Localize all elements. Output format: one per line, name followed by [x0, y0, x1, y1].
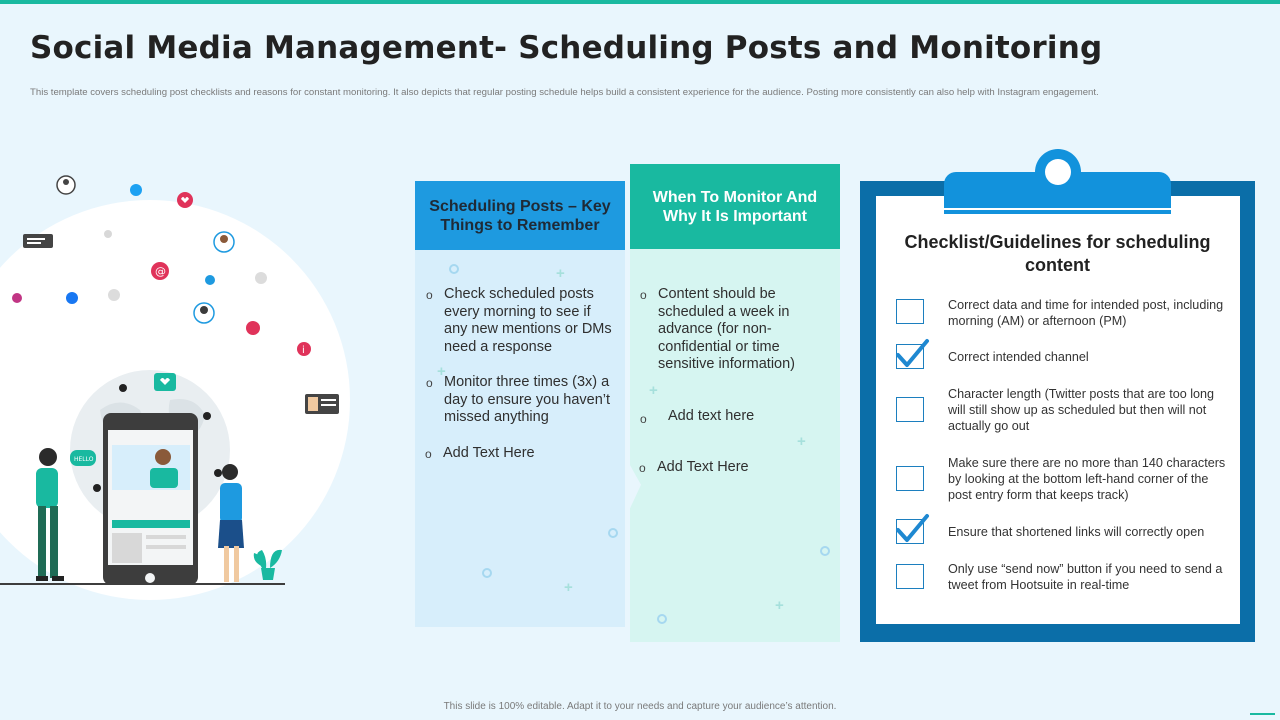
slide-subtitle: This template covers scheduling post checklists and reasons for constant monitoring. It also depicts that regular posting schedule helps build a consistent experience for the audience. Posting more consistently can also help with Instagram engagement.	[30, 87, 1099, 98]
user-placeholder-icon	[108, 289, 120, 301]
social-media-illustration	[0, 140, 360, 680]
decor-ring	[657, 614, 667, 624]
monitor-column	[630, 164, 840, 642]
heart-icon	[246, 321, 260, 335]
facebook-icon	[66, 292, 78, 304]
checkmark-icon	[894, 513, 932, 547]
decor-plus: +	[556, 265, 565, 282]
checklist-item-5: Ensure that shortened links will correctly open	[948, 525, 1205, 539]
svg-text:i: i	[302, 345, 305, 356]
top-accent-stripe	[0, 0, 1280, 4]
checklist-item-1: Correct data and time for intended post, including morning (AM) or afternoon (PM)	[948, 298, 1224, 328]
checklist-item-6: Only use “send now” button if you need to send a tweet from Hootsuite in real-time	[948, 562, 1223, 592]
location-pin-icon	[119, 384, 127, 392]
checklist-checkbox-6[interactable]	[896, 564, 924, 589]
checklist-checkbox-4[interactable]	[896, 466, 924, 491]
bottom-accent-tick	[1250, 713, 1275, 715]
bullet-icon: o	[640, 412, 647, 426]
decor-plus: +	[649, 382, 658, 399]
decor-plus: +	[797, 433, 806, 450]
user-placeholder-icon	[104, 230, 112, 238]
scheduling-posts-heading: Scheduling Posts – Key Things to Remember	[415, 181, 625, 250]
checklist-checkbox-3[interactable]	[896, 397, 924, 422]
location-pin-icon	[93, 484, 101, 492]
monitor-bullet-3: o Add Text Here	[657, 459, 827, 477]
bullet-icon: o	[425, 447, 432, 461]
clipboard-hole	[1045, 159, 1071, 185]
chat-message-icon	[23, 234, 53, 248]
hello-speech-bubble	[70, 450, 96, 466]
checklist-checkbox-1[interactable]	[896, 299, 924, 324]
monitor-bullet-1: o Content should be scheduled a week in advance (for non-confidential or time sensitive information)	[640, 286, 795, 373]
decor-ring	[820, 546, 830, 556]
checklist-item-3: Character length (Twitter posts that are too long will still show up as scheduled but then will not actually go out	[948, 387, 1215, 433]
svg-text:@: @	[155, 265, 166, 278]
bullet-icon: o	[426, 288, 433, 302]
checklist-item-2: Correct intended channel	[948, 350, 1089, 364]
decor-plus: +	[775, 597, 784, 614]
footer-note: This slide is 100% editable. Adapt it to your needs and capture your audience’s attention.	[443, 701, 837, 712]
checklist-item-4: Make sure there are no more than 140 characters by looking at the bottom left-hand corner of the post entry form that keeps track)	[948, 456, 1226, 502]
monitor-heading: When To Monitor And Why It Is Important	[630, 164, 840, 249]
checklist-title: Checklist/Guidelines for scheduling content	[904, 232, 1211, 275]
twitter-icon	[130, 184, 142, 196]
instagram-icon	[12, 293, 22, 303]
decor-ring	[608, 528, 618, 538]
ground-line	[0, 583, 285, 585]
svg-text:HELLO: HELLO	[74, 456, 94, 463]
location-pin-icon	[203, 412, 211, 420]
checkmark-icon	[894, 338, 932, 372]
monitor-bullet-2: o Add text here	[668, 408, 828, 426]
scheduling-bullet-1: o Check scheduled posts every morning to see if any new mentions or DMs need a response	[426, 286, 612, 355]
location-pin-icon	[214, 469, 222, 477]
clipboard-clip-line	[944, 208, 1171, 210]
decor-plus: +	[564, 579, 573, 596]
decor-ring	[449, 264, 459, 274]
slide-title: Social Media Management- Scheduling Posts and Monitoring	[30, 30, 1103, 66]
bullet-icon: o	[640, 288, 647, 302]
decor-plus: +	[437, 363, 446, 380]
decor-ring	[482, 568, 492, 578]
like-icon	[205, 275, 215, 285]
user-placeholder-icon	[255, 272, 267, 284]
bullet-icon: o	[426, 376, 433, 390]
bullet-icon: o	[639, 461, 646, 475]
scheduling-bullet-2: o Monitor three times (3x) a day to ensure you haven’t missed anything	[426, 374, 611, 426]
smartphone-icon	[103, 413, 198, 585]
scheduling-bullet-3: o Add Text Here	[443, 445, 613, 463]
